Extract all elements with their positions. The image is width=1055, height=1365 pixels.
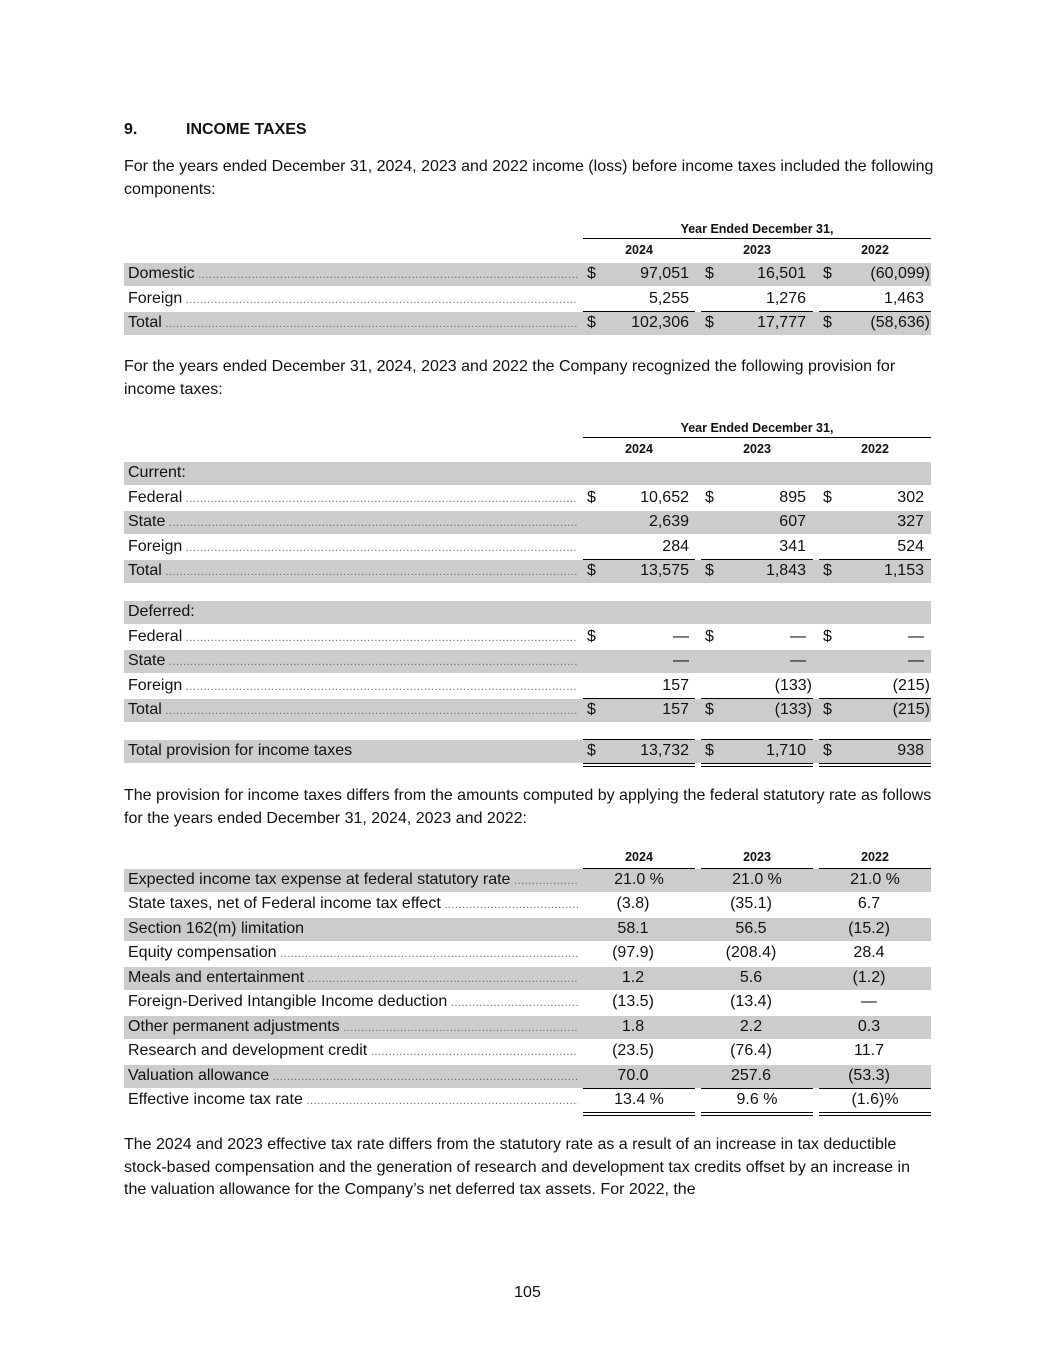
cell-value: (76.4): [730, 1042, 772, 1059]
row-label: State .....: [128, 513, 578, 531]
table1-year-2024: 2024: [625, 243, 653, 257]
table-row: [124, 675, 931, 698]
table-row: [124, 626, 931, 649]
currency-symbol: $: [705, 701, 714, 718]
double-underline: [583, 1112, 695, 1116]
grand-total-row: [124, 740, 931, 763]
cell-value: 16,501: [757, 265, 806, 282]
cell-value: (215): [892, 677, 930, 694]
page-number: 105: [514, 1284, 541, 1301]
cell-value: 21.0 %: [732, 871, 782, 888]
currency-symbol: $: [587, 265, 596, 282]
table3-year-2022: 2022: [861, 850, 889, 864]
cell-value: (133): [774, 677, 812, 694]
paragraph-2: For the years ended December 31, 2024, 2023 and 2022 the Company recognized the following provision for income taxes:: [124, 358, 896, 398]
cell-value: 10,652: [640, 489, 689, 506]
table-row: [124, 1089, 931, 1112]
currency-symbol: $: [823, 701, 832, 718]
currency-symbol: $: [705, 628, 714, 645]
cell-value: 1,843: [765, 562, 806, 579]
cell-value: 5.6: [739, 969, 763, 986]
cell-value: 28.4: [853, 944, 885, 961]
section-number: 9.: [124, 121, 138, 138]
cell-value: 524: [897, 538, 924, 555]
cell-value: —: [673, 652, 689, 669]
row-label: Foreign .....: [128, 538, 578, 556]
currency-symbol: $: [587, 562, 596, 579]
currency-symbol: $: [823, 562, 832, 579]
cell-value: 2.2: [739, 1018, 763, 1035]
cell-value: —: [908, 628, 924, 645]
currency-symbol: $: [823, 628, 832, 645]
cell-value: 157: [662, 701, 689, 718]
current-section-header: [124, 462, 931, 485]
section-heading: [124, 121, 307, 139]
cell-value: 70.0: [617, 1067, 649, 1084]
table-row: [124, 869, 931, 892]
cell-value: 5,255: [648, 290, 689, 307]
row-label: Deferred:: [128, 603, 195, 620]
cell-value: 6.7: [857, 895, 881, 912]
cell-value: 9.6 %: [736, 1091, 778, 1108]
cell-value: 341: [779, 538, 806, 555]
table-row: [124, 511, 931, 534]
table2-group-header: Year Ended December 31,: [583, 421, 931, 438]
row-label: Total .....: [128, 701, 578, 719]
cell-value: 327: [897, 513, 924, 530]
currency-symbol: $: [587, 489, 596, 506]
cell-value: 284: [662, 538, 689, 555]
row-label: Valuation allowance .....: [128, 1067, 578, 1085]
cell-value: 302: [897, 489, 924, 506]
cell-value: 1.8: [621, 1018, 645, 1035]
table-row: [124, 942, 931, 965]
table-row: [124, 536, 931, 559]
paragraph-4: The 2024 and 2023 effective tax rate differs from the statutory rate as a result of an increase in tax deductible stock-based compensation and the generation of research and development tax credits offset by an increase in the valuation allowance for the Company’s net deferred tax assets. For 2022, the: [124, 1136, 910, 1198]
double-underline: [701, 1112, 813, 1116]
cell-value: 13,575: [640, 562, 689, 579]
cell-value: 11.7: [854, 1042, 884, 1059]
table-row: [124, 288, 931, 311]
cell-value: 21.0 %: [850, 871, 900, 888]
cell-value: 58.1: [617, 920, 649, 937]
cell-value: —: [790, 628, 806, 645]
cell-value: 1,463: [883, 290, 924, 307]
row-label: State taxes, net of Federal income tax effect .....: [128, 895, 578, 913]
row-label: Other permanent adjustments .....: [128, 1018, 578, 1036]
double-underline: [701, 763, 813, 767]
row-label: Total .....: [128, 562, 578, 580]
table-row: [124, 487, 931, 510]
row-label: Total provision for income taxes: [128, 742, 353, 759]
table3-year-2024: 2024: [625, 850, 653, 864]
currency-symbol: $: [823, 265, 832, 282]
cell-value: (13.4): [730, 993, 772, 1010]
double-underline: [819, 1112, 931, 1116]
table1-year-2023: 2023: [743, 243, 771, 257]
cell-value: (97.9): [612, 944, 654, 961]
table-row: [124, 991, 931, 1014]
underline: [819, 739, 931, 740]
row-label: Foreign .....: [128, 677, 578, 695]
table2-year-2022: 2022: [861, 442, 889, 456]
table2-year-2024: 2024: [625, 442, 653, 456]
table-row: [124, 650, 931, 673]
currency-symbol: $: [823, 489, 832, 506]
row-label: State .....: [128, 652, 578, 670]
table-row: [124, 263, 931, 286]
cell-value: 257.6: [730, 1067, 772, 1084]
currency-symbol: $: [823, 742, 832, 759]
row-label: Meals and entertainment .....: [128, 969, 578, 987]
cell-value: —: [790, 652, 806, 669]
cell-value: (60,099): [870, 265, 930, 282]
currency-symbol: $: [705, 489, 714, 506]
cell-value: —: [861, 993, 877, 1010]
cell-value: (208.4): [725, 944, 777, 961]
double-underline: [819, 763, 931, 767]
row-label: Foreign .....: [128, 290, 578, 308]
row-label: Federal .....: [128, 628, 578, 646]
table-row: [124, 918, 931, 941]
cell-value: 17,777: [757, 314, 806, 331]
cell-value: (1.2): [852, 969, 886, 986]
cell-value: 1,153: [883, 562, 924, 579]
deferred-section-header: [124, 601, 931, 624]
cell-value: 1,710: [765, 742, 806, 759]
underline: [701, 739, 813, 740]
cell-value: —: [908, 652, 924, 669]
cell-value: 21.0 %: [614, 871, 664, 888]
row-label: Current:: [128, 464, 186, 481]
currency-symbol: $: [705, 562, 714, 579]
row-label: Total .....: [128, 314, 578, 332]
table1-group-header: Year Ended December 31,: [583, 222, 931, 239]
currency-symbol: $: [705, 742, 714, 759]
table-row: [124, 312, 931, 335]
cell-value: 13,732: [640, 742, 689, 759]
row-label: Effective income tax rate .....: [128, 1091, 578, 1109]
currency-symbol: $: [705, 265, 714, 282]
table2-year-2023: 2023: [743, 442, 771, 456]
cell-value: 97,051: [640, 265, 689, 282]
cell-value: 0.3: [857, 1018, 881, 1035]
row-label: Section 162(m) limitation: [128, 920, 305, 937]
currency-symbol: $: [587, 314, 596, 331]
cell-value: (53.3): [848, 1067, 890, 1084]
table-row: [124, 699, 931, 722]
currency-symbol: $: [587, 701, 596, 718]
row-label: Equity compensation .....: [128, 944, 578, 962]
cell-value: 1,276: [765, 290, 806, 307]
row-label: Expected income tax expense at federal statutory rate .....: [128, 871, 578, 889]
cell-value: 938: [897, 742, 924, 759]
table1-year-2022: 2022: [861, 243, 889, 257]
row-label: Foreign-Derived Intangible Income deduction .....: [128, 993, 578, 1011]
cell-value: 895: [779, 489, 806, 506]
cell-value: 157: [662, 677, 689, 694]
row-label: Domestic .....: [128, 265, 578, 283]
currency-symbol: $: [587, 628, 596, 645]
cell-value: 56.5: [735, 920, 767, 937]
cell-value: (58,636): [870, 314, 930, 331]
table-row: [124, 1040, 931, 1063]
cell-value: 13.4 %: [614, 1091, 664, 1108]
cell-value: (23.5): [612, 1042, 654, 1059]
cell-value: (215): [892, 701, 930, 718]
table-row: [124, 560, 931, 583]
cell-value: (15.2): [848, 920, 890, 937]
currency-symbol: $: [705, 314, 714, 331]
double-underline: [583, 763, 695, 767]
cell-value: —: [673, 628, 689, 645]
table-row: [124, 1065, 931, 1088]
cell-value: 102,306: [631, 314, 689, 331]
cell-value: (133): [774, 701, 812, 718]
table-row: [124, 893, 931, 916]
cell-value: (3.8): [616, 895, 650, 912]
table-row: [124, 1016, 931, 1039]
currency-symbol: $: [587, 742, 596, 759]
cell-value: 607: [779, 513, 806, 530]
row-label: Research and development credit .....: [128, 1042, 578, 1060]
table3-year-2023: 2023: [743, 850, 771, 864]
underline: [583, 739, 695, 740]
cell-value: (1.6)%: [851, 1091, 899, 1108]
cell-value: 2,639: [648, 513, 689, 530]
cell-value: (13.5): [612, 993, 654, 1010]
cell-value: (35.1): [730, 895, 772, 912]
paragraph-3: The provision for income taxes differs from the amounts computed by applying the federal statutory rate as follows for the years ended December 31, 2024, 2023 and 2022:: [124, 787, 932, 827]
cell-value: 1.2: [621, 969, 645, 986]
section-title: INCOME TAXES: [186, 121, 307, 138]
row-label: Federal .....: [128, 489, 578, 507]
currency-symbol: $: [823, 314, 832, 331]
table-row: [124, 967, 931, 990]
paragraph-1: For the years ended December 31, 2024, 2023 and 2022 income (loss) before income taxes included the following components:: [124, 158, 934, 198]
